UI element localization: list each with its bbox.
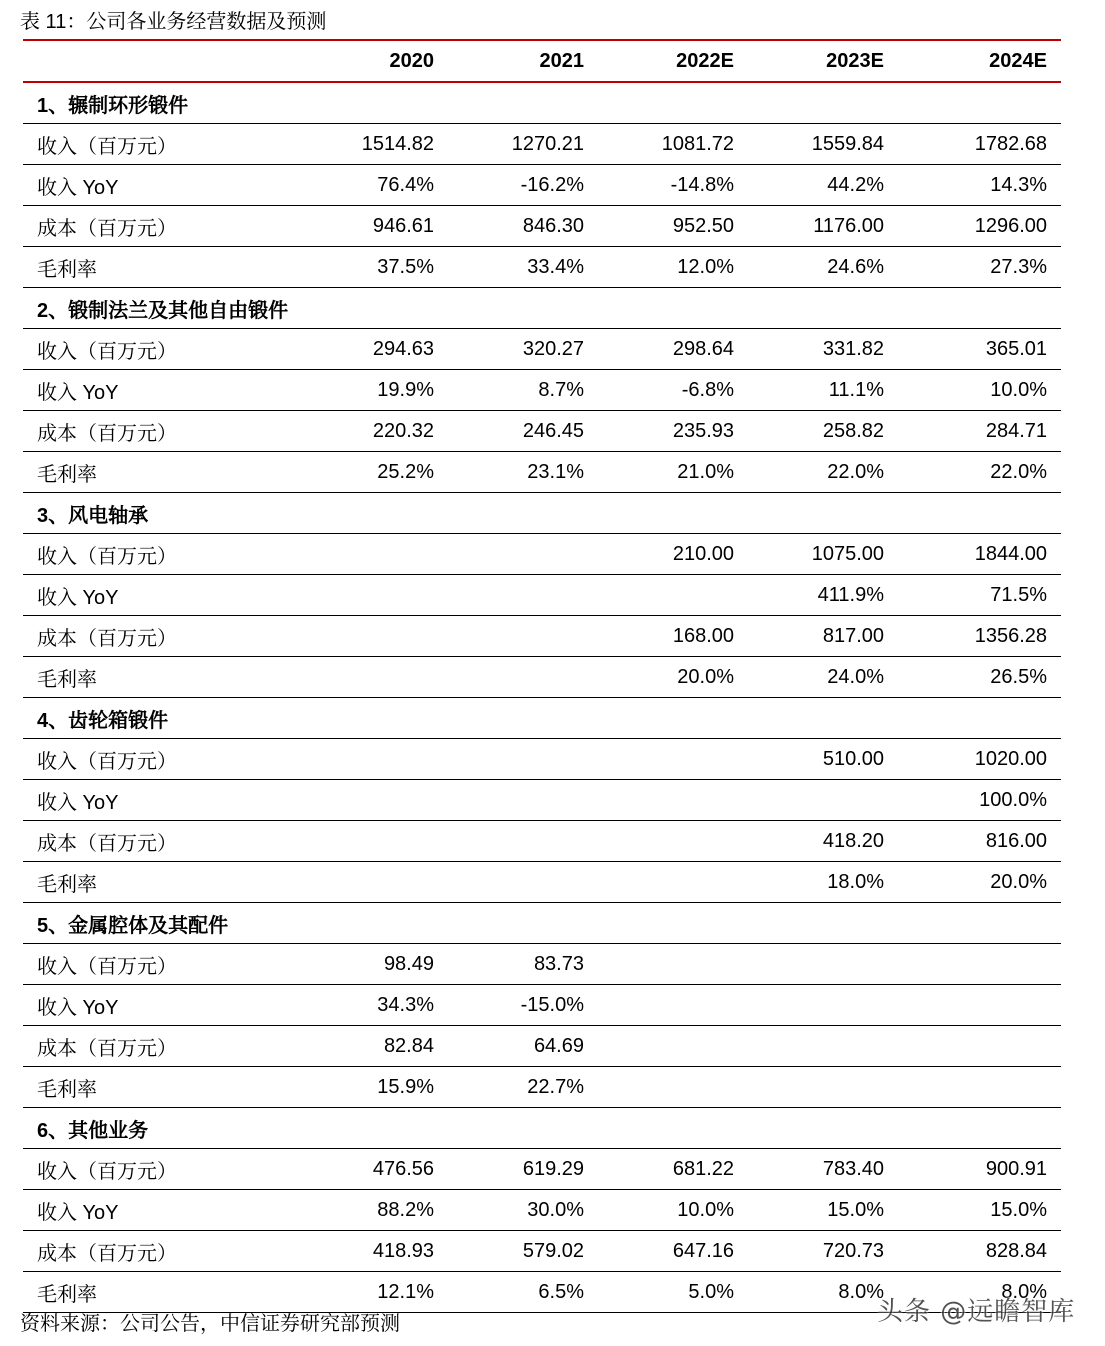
value-cell: 418.20: [822, 829, 884, 852]
value-cell: 220.32: [372, 419, 434, 442]
value-cell: 30.0%: [527, 1198, 584, 1221]
value-cell: 1514.82: [361, 132, 434, 155]
value-cell: 82.84: [383, 1034, 434, 1057]
section-title: 6、其他业务: [37, 1119, 149, 1142]
section-row: [23, 83, 1061, 124]
table-header-row: [23, 41, 1061, 83]
row-label: 收入（百万元）: [37, 1160, 177, 1183]
header-cell-2023e: 2023E: [826, 49, 884, 72]
value-cell: 331.82: [822, 337, 884, 360]
table-row: [23, 657, 1061, 698]
table-row: [23, 247, 1061, 288]
value-cell: 18.0%: [827, 870, 884, 893]
value-cell: 12.0%: [677, 255, 734, 278]
value-cell: 25.2%: [377, 460, 434, 483]
value-cell: 284.71: [985, 419, 1047, 442]
value-cell: 83.73: [533, 952, 584, 975]
value-cell: 24.0%: [827, 665, 884, 688]
table-body: [23, 83, 1061, 1313]
table-row: [23, 452, 1061, 493]
table-row: [23, 739, 1061, 780]
value-cell: 19.9%: [377, 378, 434, 401]
value-cell: 100.0%: [979, 788, 1047, 811]
value-cell: 1075.00: [811, 542, 884, 565]
value-cell: 900.91: [985, 1157, 1047, 1180]
table-row: [23, 616, 1061, 657]
row-label: 收入 YoY: [37, 791, 119, 814]
table-row: [23, 329, 1061, 370]
value-cell: 1296.00: [974, 214, 1047, 237]
table-row: [23, 124, 1061, 165]
table-row: [23, 780, 1061, 821]
value-cell: 1844.00: [974, 542, 1047, 565]
row-label: 收入（百万元）: [37, 750, 177, 773]
table-row: [23, 206, 1061, 247]
table-row: [23, 1149, 1061, 1190]
value-cell: 1559.84: [811, 132, 884, 155]
value-cell: 26.5%: [990, 665, 1047, 688]
value-cell: 294.63: [372, 337, 434, 360]
value-cell: 22.7%: [527, 1075, 584, 1098]
value-cell: 15.9%: [377, 1075, 434, 1098]
section-title: 4、齿轮箱锻件: [37, 709, 169, 732]
header-cell-2020: 2020: [389, 49, 434, 72]
value-cell: 235.93: [672, 419, 734, 442]
section-title: 1、辗制环形锻件: [37, 94, 189, 117]
section-title: 3、风电轴承: [37, 504, 149, 527]
value-cell: 1270.21: [511, 132, 584, 155]
value-cell: 5.0%: [688, 1280, 734, 1303]
value-cell: 27.3%: [990, 255, 1047, 278]
table-row: [23, 1067, 1061, 1108]
row-label: 成本（百万元）: [37, 1037, 177, 1060]
section-row: [23, 1108, 1061, 1149]
value-cell: 24.6%: [827, 255, 884, 278]
value-cell: -16.2%: [520, 173, 584, 196]
value-cell: 828.84: [985, 1239, 1047, 1262]
value-cell: 10.0%: [677, 1198, 734, 1221]
value-cell: 88.2%: [377, 1198, 434, 1221]
value-cell: 210.00: [672, 542, 734, 565]
row-label: 毛利率: [37, 463, 97, 486]
value-cell: 418.93: [372, 1239, 434, 1262]
value-cell: 10.0%: [990, 378, 1047, 401]
table-row: [23, 1026, 1061, 1067]
value-cell: 15.0%: [827, 1198, 884, 1221]
row-label: 成本（百万元）: [37, 1242, 177, 1265]
header-cell-2021: 2021: [539, 49, 584, 72]
value-cell: 1782.68: [974, 132, 1047, 155]
source-note: 资料来源：公司公告，中信证券研究部预测: [20, 1313, 400, 1335]
value-cell: 14.3%: [990, 173, 1047, 196]
value-cell: 12.1%: [377, 1280, 434, 1303]
value-cell: 8.0%: [838, 1280, 884, 1303]
row-label: 收入（百万元）: [37, 955, 177, 978]
value-cell: 258.82: [822, 419, 884, 442]
value-cell: 76.4%: [377, 173, 434, 196]
value-cell: 22.0%: [827, 460, 884, 483]
table-row: [23, 575, 1061, 616]
section-row: [23, 288, 1061, 329]
value-cell: 952.50: [672, 214, 734, 237]
row-label: 成本（百万元）: [37, 422, 177, 445]
value-cell: 411.9%: [817, 583, 884, 606]
value-cell: 33.4%: [527, 255, 584, 278]
value-cell: -6.8%: [681, 378, 734, 401]
section-row: [23, 493, 1061, 534]
value-cell: 365.01: [985, 337, 1047, 360]
row-label: 收入（百万元）: [37, 545, 177, 568]
row-label: 收入 YoY: [37, 996, 119, 1019]
row-label: 毛利率: [37, 1283, 97, 1306]
value-cell: 6.5%: [538, 1280, 584, 1303]
value-cell: 23.1%: [527, 460, 584, 483]
value-cell: 817.00: [822, 624, 884, 647]
value-cell: 816.00: [985, 829, 1047, 852]
row-label: 成本（百万元）: [37, 217, 177, 240]
table-row: [23, 165, 1061, 206]
section-row: [23, 698, 1061, 739]
value-cell: 8.0%: [1001, 1280, 1047, 1303]
value-cell: 846.30: [522, 214, 584, 237]
table-row: [23, 534, 1061, 575]
table-caption: 表 11：公司各业务经营数据及预测: [20, 11, 327, 33]
header-cell-2022e: 2022E: [676, 49, 734, 72]
value-cell: 1081.72: [661, 132, 734, 155]
value-cell: 647.16: [672, 1239, 734, 1262]
section-title: 5、金属腔体及其配件: [37, 914, 229, 937]
value-cell: 510.00: [822, 747, 884, 770]
value-cell: 98.49: [383, 952, 434, 975]
row-label: 毛利率: [37, 1078, 97, 1101]
table-row: [23, 1231, 1061, 1272]
value-cell: 320.27: [522, 337, 584, 360]
value-cell: 20.0%: [990, 870, 1047, 893]
value-cell: 37.5%: [377, 255, 434, 278]
table-row: [23, 985, 1061, 1026]
section-row: [23, 903, 1061, 944]
value-cell: 21.0%: [677, 460, 734, 483]
value-cell: 22.0%: [990, 460, 1047, 483]
watermark: 头条 @远瞻智库: [877, 1297, 1076, 1327]
value-cell: 1356.28: [974, 624, 1047, 647]
row-label: 成本（百万元）: [37, 832, 177, 855]
value-cell: 71.5%: [990, 583, 1047, 606]
table-row: [23, 862, 1061, 903]
row-label: 毛利率: [37, 668, 97, 691]
value-cell: 1176.00: [813, 214, 884, 237]
value-cell: 579.02: [522, 1239, 584, 1262]
row-label: 收入（百万元）: [37, 340, 177, 363]
value-cell: 11.1%: [828, 378, 884, 401]
table-row: [23, 370, 1061, 411]
value-cell: 783.40: [822, 1157, 884, 1180]
value-cell: -14.8%: [670, 173, 734, 196]
value-cell: -15.0%: [520, 993, 584, 1016]
table-row: [23, 1190, 1061, 1231]
value-cell: 64.69: [533, 1034, 584, 1057]
row-label: 收入 YoY: [37, 176, 119, 199]
value-cell: 298.64: [672, 337, 734, 360]
row-label: 毛利率: [37, 873, 97, 896]
value-cell: 1020.00: [974, 747, 1047, 770]
row-label: 收入 YoY: [37, 1201, 119, 1224]
value-cell: 681.22: [672, 1157, 734, 1180]
table-row: [23, 411, 1061, 452]
value-cell: 8.7%: [538, 378, 584, 401]
value-cell: 619.29: [522, 1157, 584, 1180]
value-cell: 34.3%: [377, 993, 434, 1016]
section-title: 2、锻制法兰及其他自由锻件: [37, 299, 289, 322]
row-label: 成本（百万元）: [37, 627, 177, 650]
value-cell: 946.61: [372, 214, 434, 237]
value-cell: 44.2%: [827, 173, 884, 196]
header-cell-2024e: 2024E: [989, 49, 1047, 72]
row-label: 收入 YoY: [37, 586, 119, 609]
row-label: 收入 YoY: [37, 381, 119, 404]
table-row: [23, 821, 1061, 862]
table-row: [23, 944, 1061, 985]
value-cell: 15.0%: [990, 1198, 1047, 1221]
value-cell: 246.45: [522, 419, 584, 442]
value-cell: 476.56: [372, 1157, 434, 1180]
value-cell: 20.0%: [677, 665, 734, 688]
business-data-table: [23, 41, 1061, 1313]
value-cell: 168.00: [672, 624, 734, 647]
row-label: 收入（百万元）: [37, 135, 177, 158]
value-cell: 720.73: [822, 1239, 884, 1262]
row-label: 毛利率: [37, 258, 97, 281]
